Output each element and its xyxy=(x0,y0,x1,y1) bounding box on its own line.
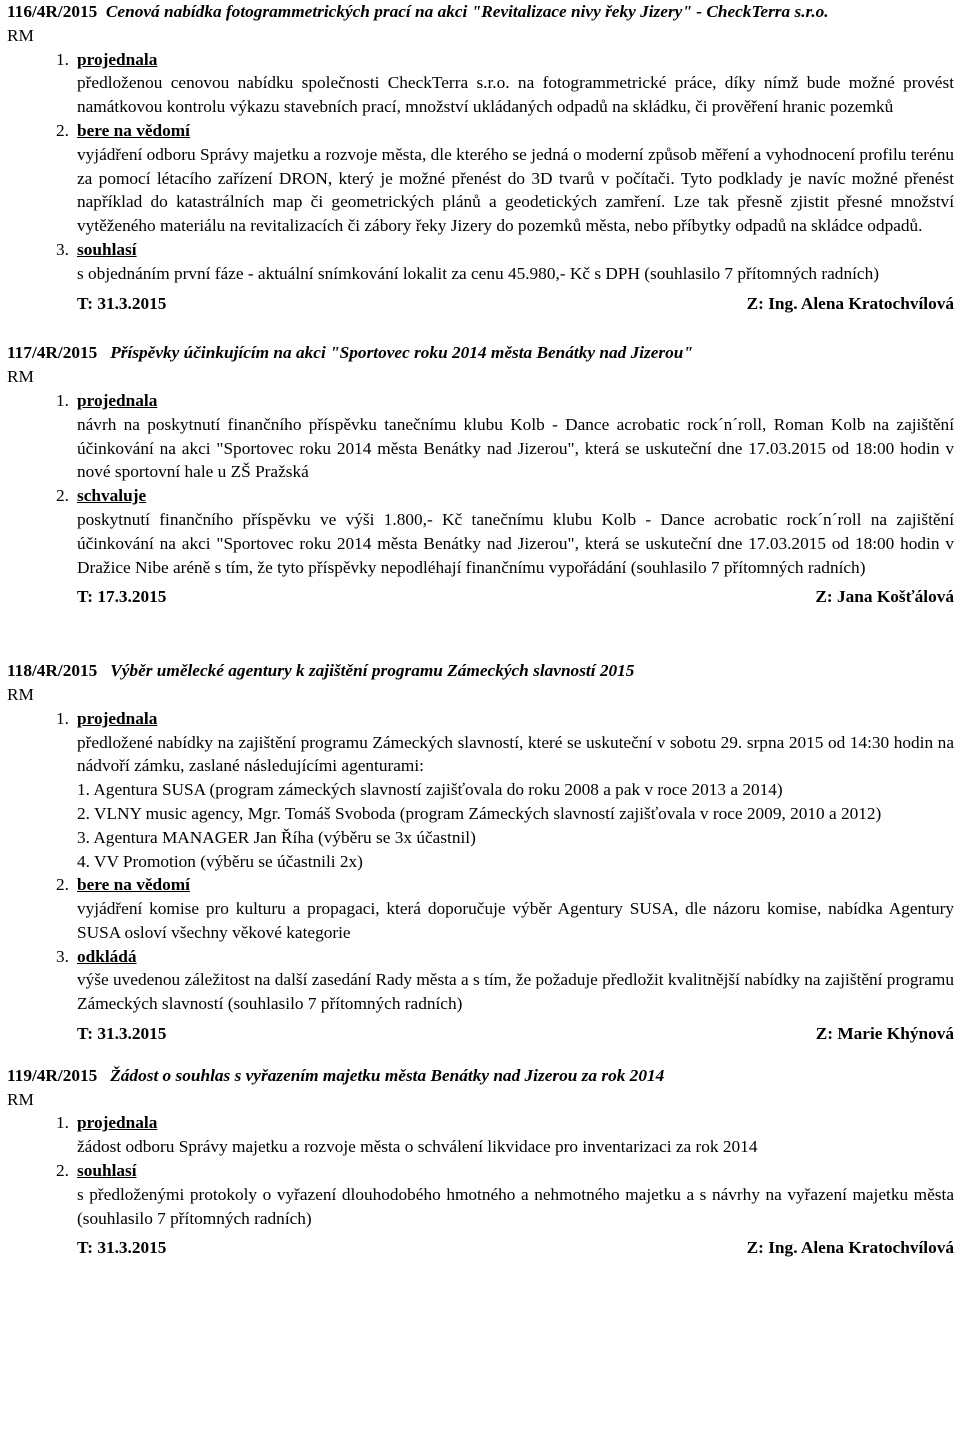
item-text: s objednáním první fáze - aktuální snímkování lokalit za cenu 45.980,- Kč s DPH (souhlasilo 7 přítomných radních) xyxy=(77,263,879,283)
item-verb-link[interactable]: souhlasí xyxy=(77,239,137,259)
item-number: 3. xyxy=(56,239,69,259)
responsible-person: Z: Ing. Alena Kratochvílová xyxy=(746,293,954,313)
resolution-item-2 xyxy=(7,873,954,897)
resolution-117 xyxy=(7,341,954,609)
resolution-118 xyxy=(7,659,954,1046)
resolution-number: 119/4R/2015 xyxy=(7,1065,98,1085)
resolution-item-1 xyxy=(7,389,954,413)
resolution-item-2 xyxy=(7,119,954,143)
resolution-heading xyxy=(7,1064,954,1088)
resolution-body-label: RM xyxy=(7,367,34,387)
agency-list-item: 2. VLNY music agency, Mgr. Tomáš Svoboda (program Zámeckých slavností zajišťovala v roce 2009, 2010 a 2012) xyxy=(77,803,882,823)
item-number: 1. xyxy=(56,1113,69,1133)
item-verb-link[interactable]: schvaluje xyxy=(77,486,147,506)
deadline-row xyxy=(77,1236,954,1260)
resolution-body-label: RM xyxy=(7,684,34,704)
resolution-body-label: RM xyxy=(7,1089,34,1109)
agency-list-item: 3. Agentura MANAGER Jan Říha (výběru se 3x účastnil) xyxy=(77,827,476,847)
item-text: vyjádření odboru Správy majetku a rozvoje města, dle kterého se jedná o moderní způsob měření a vyhodnocení profilu terénu za pomocí létacího zařízení DRON, který je možné přenést do 3D tvarů v počítači. Tyto podklady je navíc možné přenést například do katastrálních map či geometrických plánů a geodetických zamření. Lze tak přesně zjistit přesné množství vytěženého materiálu na revitalizacích či zábory řeky Jizery do pozemků města, nebo příbytky odpadů na skládce odpadů. xyxy=(77,144,954,236)
item-verb-link[interactable]: projednala xyxy=(77,49,158,69)
item-number: 2. xyxy=(56,120,69,140)
item-text: žádost odboru Správy majetku a rozvoje města o schválení likvidace pro inventarizaci za rok 2014 xyxy=(77,1137,758,1157)
item-verb-link[interactable]: projednala xyxy=(77,390,158,410)
resolution-116 xyxy=(7,0,954,315)
item-number: 1. xyxy=(56,390,69,410)
item-verb-link[interactable]: odkládá xyxy=(77,946,137,966)
deadline-row xyxy=(77,1022,954,1046)
resolution-item-2 xyxy=(7,1159,954,1183)
resolution-number: 116/4R/2015 xyxy=(7,2,98,21)
item-text: vyjádření komise pro kulturu a propagaci, která doporučuje výběr Agentury SUSA, dle názoru komise, nabídka Agentury SUSA osloví všechny věkové kategorie xyxy=(77,899,954,942)
resolution-item-2 xyxy=(7,484,954,508)
item-verb-link[interactable]: bere na vědomí xyxy=(77,120,190,140)
deadline-row xyxy=(77,585,954,609)
spacer xyxy=(7,1046,954,1064)
spacer xyxy=(7,609,954,659)
resolution-item-3 xyxy=(7,238,954,262)
resolution-body-label: RM xyxy=(7,25,34,45)
item-number: 2. xyxy=(56,1161,69,1181)
spacer xyxy=(7,315,954,341)
item-verb-link[interactable]: souhlasí xyxy=(77,1161,137,1181)
item-number: 2. xyxy=(56,486,69,506)
item-verb-link[interactable]: bere na vědomí xyxy=(77,875,190,895)
resolution-heading xyxy=(7,0,954,24)
responsible-person: Z: Marie Khýnová xyxy=(815,1024,954,1044)
deadline: T: 31.3.2015 xyxy=(77,293,167,313)
item-text xyxy=(77,731,954,874)
item-text: předloženou cenovou nabídku společnosti CheckTerra s.r.o. na fotogrammetrické práce, díky nímž bude možné provést namátkovou kontrolu výkazu stavebních prací, množství ukládaných odpadů na skládku, či prověření hranic pozemků xyxy=(77,73,954,117)
agency-list-item: 4. VV Promotion (výběru se účastnili 2x) xyxy=(77,851,363,871)
resolution-title: Příspěvky účinkujícím na akci "Sportovec roku 2014 města Benátky nad Jizerou" xyxy=(110,343,693,363)
item-number: 1. xyxy=(56,49,69,69)
resolution-119 xyxy=(7,1064,954,1260)
deadline: T: 17.3.2015 xyxy=(77,587,167,607)
deadline: T: 31.3.2015 xyxy=(77,1238,167,1258)
resolution-item-1 xyxy=(7,1111,954,1135)
resolution-title: Cenová nabídka fotogrammetrických prací na akci "Revitalizace nivy řeky Jizery" - CheckTerra s.r.o. xyxy=(105,2,829,21)
item-text: poskytnutí finančního příspěvku ve výši 1.800,- Kč tanečnímu klubu Kolb - Dance acrobatic rock´n´roll na zajištění účinkování na akci "Sportovec roku 2014 města Benátky nad Jizerou", která se uskuteční dne 17.03.2015 od 18:00 hodin v Dražice Nibe aréně s tím, že tyto příspěvky nepodléhají finančnímu vypořádání (souhlasilo 7 přítomných radních) xyxy=(77,509,954,577)
resolution-item-1 xyxy=(7,48,954,72)
item-verb-link[interactable]: projednala xyxy=(77,708,158,728)
responsible-person: Z: Ing. Alena Kratochvílová xyxy=(746,1238,954,1258)
resolution-title: Výběr umělecké agentury k zajištění programu Zámeckých slavností 2015 xyxy=(110,661,635,681)
item-number: 1. xyxy=(56,708,69,728)
resolution-item-1 xyxy=(7,707,954,731)
deadline: T: 31.3.2015 xyxy=(77,1024,167,1044)
item-number: 3. xyxy=(56,946,69,966)
item-text: návrh na poskytnutí finančního příspěvku tanečnímu klubu Kolb - Dance acrobatic rock´n´roll, Roman Kolb na zajištění účinkování na akci "Sportovec roku 2014 města Benátky nad Jizerou", která se uskuteční dne 17.03.2015 od 18:00 hodin v nové sportovní hale u ZŠ Pražská xyxy=(77,414,954,482)
item-text-line: předložené nabídky na zajištění programu Zámeckých slavností, které se uskuteční v sobotu 29. srpna 2015 od 14:30 hodin na nádvoří zámku, zaslané následujícími agenturami: xyxy=(77,732,954,776)
resolution-number: 117/4R/2015 xyxy=(7,343,98,363)
item-text: výše uvedenou záležitost na další zasedání Rady města a s tím, že požaduje předložit kvalitnější nabídky na zajištění programu Zámeckých slavností (souhlasilo 7 přítomných radních) xyxy=(77,970,954,1014)
item-verb-link[interactable]: projednala xyxy=(77,1113,158,1133)
item-text: s předloženými protokoly o vyřazení dlouhodobého hmotného a nehmotného majetku a s návrhy na vyřazení majetku města (souhlasilo 7 přítomných radních) xyxy=(77,1184,954,1228)
resolution-heading xyxy=(7,341,954,365)
responsible-person: Z: Jana Košťálová xyxy=(815,587,954,607)
deadline-row xyxy=(77,292,954,316)
resolution-number: 118/4R/2015 xyxy=(7,661,98,681)
resolution-title: Žádost o souhlas s vyřazením majetku města Benátky nad Jizerou za rok 2014 xyxy=(110,1065,665,1085)
resolution-heading xyxy=(7,659,954,683)
agency-list-item: 1. Agentura SUSA (program zámeckých slavností zajišťovala do roku 2008 a pak v roce 2013 a 2014) xyxy=(77,780,783,800)
resolution-item-3 xyxy=(7,945,954,969)
item-number: 2. xyxy=(56,875,69,895)
